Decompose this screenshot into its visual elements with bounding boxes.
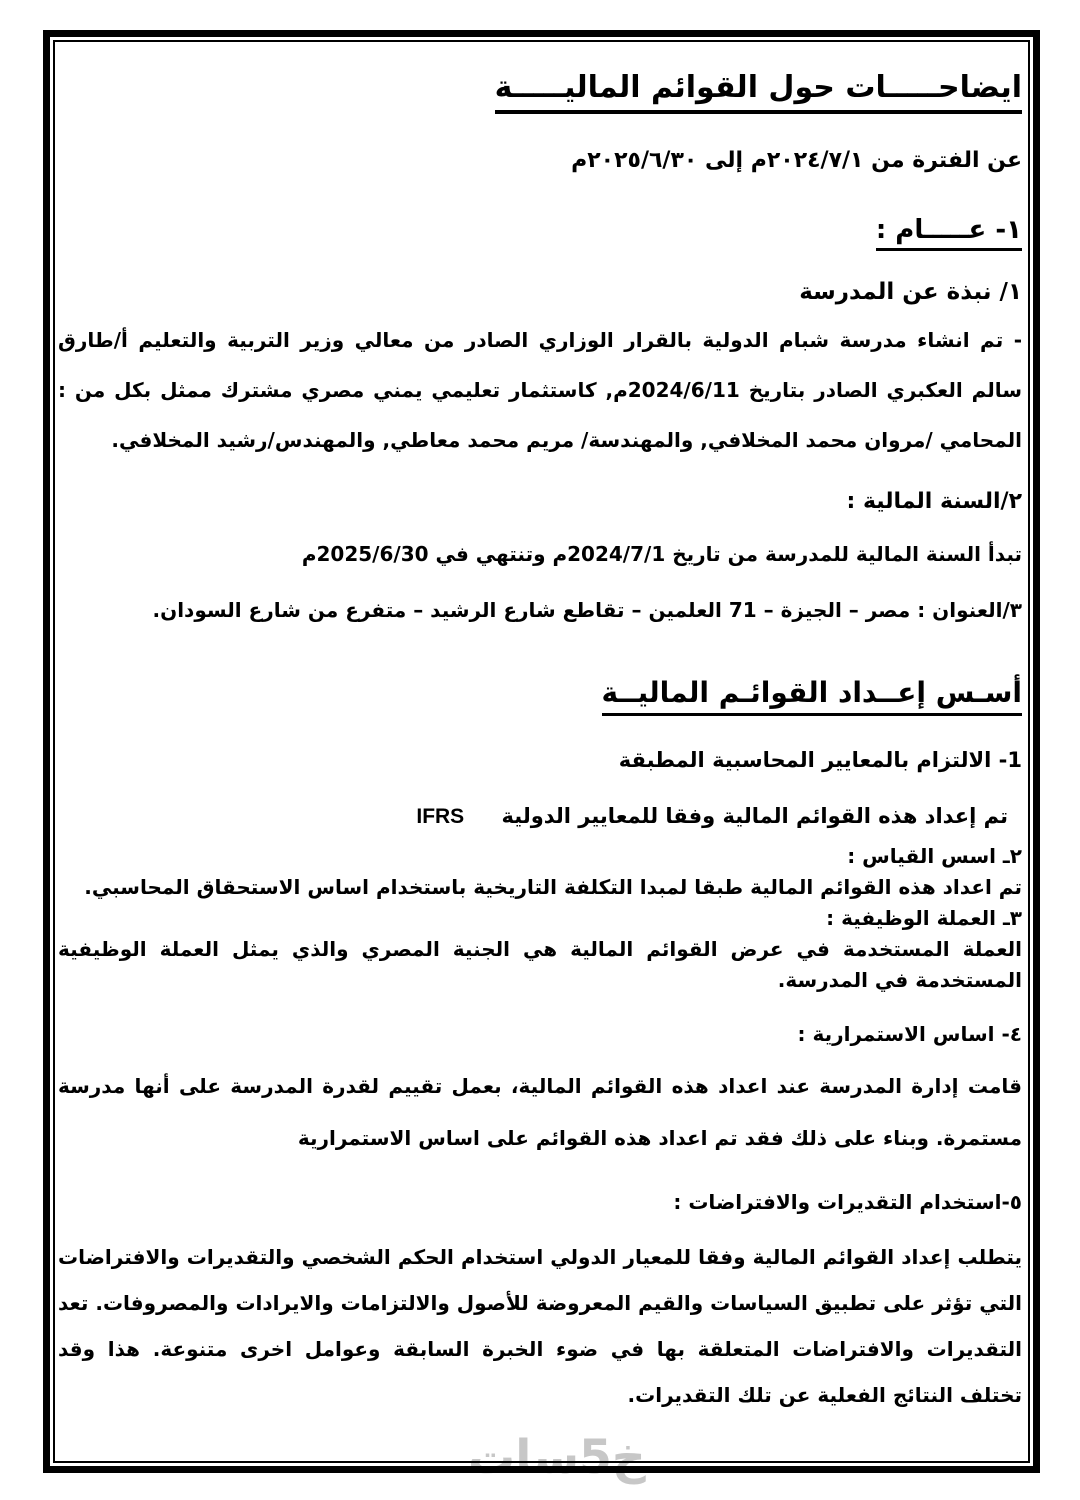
reporting-period: عن الفترة من ٢٠٢٤/٧/١م إلى ٢٠٢٥/٦/٣٠م [571, 148, 1022, 173]
basis-item5-text: يتطلب إعداد القوائم المالية وفقا للمعيار الدولي استخدام الحكم الشخصي والتقديرات والافتراضات التي تؤثر على تطبيق السياسات والقيم المعروضة للأصول والالتزامات والايرادات والمصروفات. تعد التقديرات والافتراضات المتعلقة بها في ضوء الخبرة السابقة وعوامل اخرى متنوعة. هذا وقد تختلف النتائج الفعلية عن تلك التقديرات. [58, 1245, 1022, 1407]
basis-item2-text: تم اعداد هذه القوائم المالية طبقا لمبدا التكلفة التاريخية باستخدام اساس الاستحقاق المحاسبي. [84, 875, 1022, 899]
basis-item4-heading: ٤- اساس الاستمرارية : [797, 1022, 1022, 1046]
section-basis-heading-text: أسـس إعــداد القوائـم الماليــة [602, 676, 1022, 716]
school-overview-heading: ١/ نبذة عن المدرسة [799, 279, 1022, 305]
basis-item2-heading: ٢ـ اسس القياس : [847, 844, 1022, 868]
school-overview-paragraph: - تم انشاء مدرسة شبام الدولية بالقرار الوزاري الصادر من معالي وزير التربية والتعليم أ/طارق سالم العكبري الصادر بتاريخ 2024/6/11م, كاستثمار تعليمي يمني مصري مشترك ممثل بكل من : المحامي /مروان محمد المخلافي, والمهندسة/ مريم محمد معاطي, والمهندس/رشيد المخلافي. [58, 328, 1022, 452]
section-basis-heading [58, 676, 1022, 716]
section-general-heading-text: ١- عـــــام : [876, 215, 1022, 251]
basis-item3-text: العملة المستخدمة في عرض القوائم المالية هي الجنية المصري والذي يمثل العملة الوظيفية المستخدمة في المدرسة. [58, 937, 1022, 992]
address-line: ٣/العنوان : مصر – الجيزة – 71 العلمين – تقاطع شارع الرشيد – متفرع من شارع السودان. [152, 598, 1022, 622]
basis-item5-heading: ٥-استخدام التقديرات والافتراضات : [673, 1190, 1022, 1214]
document-title [58, 70, 1022, 114]
basis-item4-text: قامت إدارة المدرسة عند اعداد هذه القوائم المالية، بعمل تقييم لقدرة المدرسة على أنها مدرسة مستمرة. وبناء على ذلك فقد تم اعداد هذه القوائم على اساس الاستمرارية [58, 1074, 1022, 1150]
basis-item3-heading: ٣ـ العملة الوظيفية : [826, 906, 1022, 930]
khamsat-watermark: خ5سات [468, 1430, 646, 1485]
document-title-text: ايضاحـــــات حول القوائم الماليـــــة [495, 70, 1022, 114]
basis-item1-heading: 1- الالتزام بالمعايير المحاسبية المطبقة [618, 748, 1022, 772]
document-content [58, 38, 1022, 1418]
fiscal-year-text: تبدأ السنة المالية للمدرسة من تاريخ 2024/7/1م وتنتهي في 2025/6/30م [301, 542, 1022, 566]
section-general-heading [58, 215, 1022, 251]
basis-item1-text: تم إعداد هذه القوائم المالية وفقا للمعايير الدولية [501, 804, 1008, 828]
fiscal-year-heading: ٢/السنة المالية : [846, 489, 1022, 514]
basis-item1-text-line [58, 804, 1022, 829]
ifrs-label: IFRS [416, 805, 465, 828]
